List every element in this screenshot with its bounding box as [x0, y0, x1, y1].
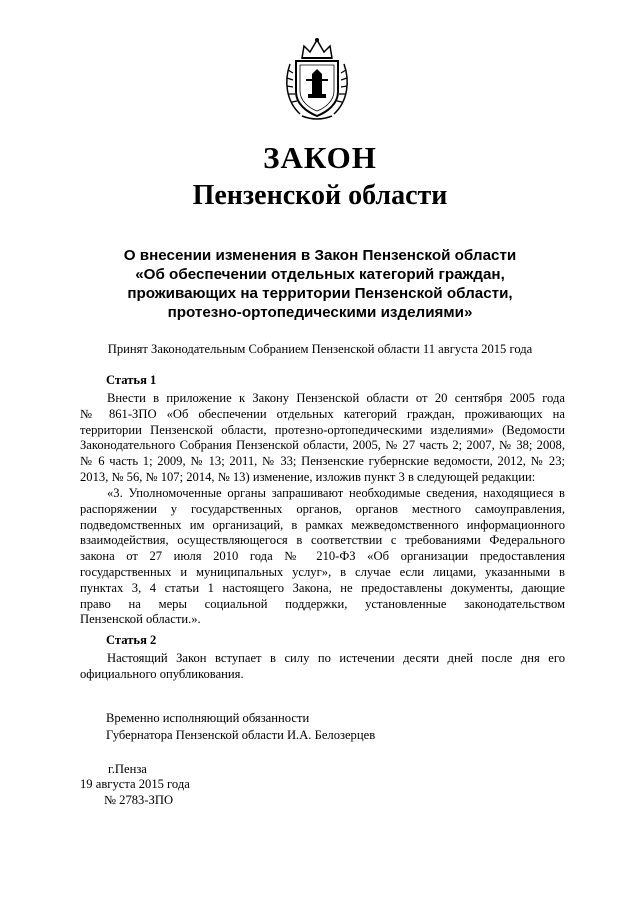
signature-block [106, 710, 375, 744]
article-2-heading: Статья 2 [106, 633, 157, 647]
text-line: Законодательного Собрания Пензенской области, 2005, № 27 часть 2; 2007, № 38; 2008, [80, 438, 565, 453]
text-line: пунктах 3, 4 статьи 1 настоящего Закона, не предоставлены документы, дающие [80, 580, 565, 595]
text-line: Внести в приложение к Закону Пензенской области от 20 сентября 2005 года [107, 391, 565, 405]
article-1-new-text [80, 486, 565, 628]
adoption-note: Принят Законодательным Собранием Пензенской области 11 августа 2015 года [107, 342, 533, 356]
coat-of-arms-icon [282, 36, 352, 122]
law-title: ЗАКОН [263, 140, 377, 175]
subject-line: «Об обеспечении отдельных категорий граждан, [135, 266, 505, 283]
subject-line: протезно-ортопедическими изделиями» [167, 304, 473, 321]
text-line: распоряжении у государственных органов, органов местного самоуправления, [80, 501, 565, 516]
text-line: официального опубликования. [80, 666, 244, 681]
text-line: территории Пензенской области, протезно-ортопедическими изделиями» (Ведомости [80, 422, 565, 437]
text-line: Настоящий Закон вступает в силу по истечении десяти дней после дня его [107, 651, 565, 665]
law-number: № 2783-ЗПО [104, 793, 174, 807]
text-line: Пензенской области.». [80, 612, 201, 627]
signatory-name: Губернатора Пензенской области И.А. Белозерцев [106, 728, 376, 742]
text-line: государственных и муниципальных услуг», в случае если лицами, указанными в [80, 564, 565, 579]
law-region: Пензенской области [192, 180, 448, 211]
subject-line: О внесении изменения в Закон Пензенской области [123, 247, 517, 264]
signing-date: 19 августа 2015 года [80, 777, 190, 791]
text-line: 2013, № 56, № 107; 2014, № 13) изменение, изложив пункт 3 в следующей редакции: [80, 469, 536, 484]
text-line: взаимодействия, осуществляющегося в соответствии с требованиями Федерального [80, 533, 565, 548]
subject-line: проживающих на территории Пензенской области, [127, 285, 513, 302]
text-line: № 6 часть 1; 2009, № 13; 2011, № 33; Пензенские губернские ведомости, 2012, № 23; [80, 454, 565, 469]
text-line: закона от 27 июля 2010 года № 210-ФЗ «Об организации предоставления [80, 549, 565, 564]
text-line: № 861-ЗПО «Об обеспечении отдельных категорий граждан, проживающих на [80, 406, 565, 421]
text-line: право на меры социальной поддержки, установленные законодательством [80, 596, 565, 611]
article-2-text [80, 651, 565, 683]
signatory-title: Временно исполняющий обязанности [106, 711, 310, 725]
text-line: «3. Уполномоченные органы запрашивают необходимые сведения, находящиеся в [107, 486, 565, 500]
law-subject [80, 246, 560, 322]
article-1-intro [80, 391, 565, 486]
text-line: подведомственных им организаций, в рамках межведомственного информационного [80, 517, 565, 532]
article-1-heading: Статья 1 [106, 373, 157, 387]
signing-city: г.Пенза [108, 762, 147, 776]
